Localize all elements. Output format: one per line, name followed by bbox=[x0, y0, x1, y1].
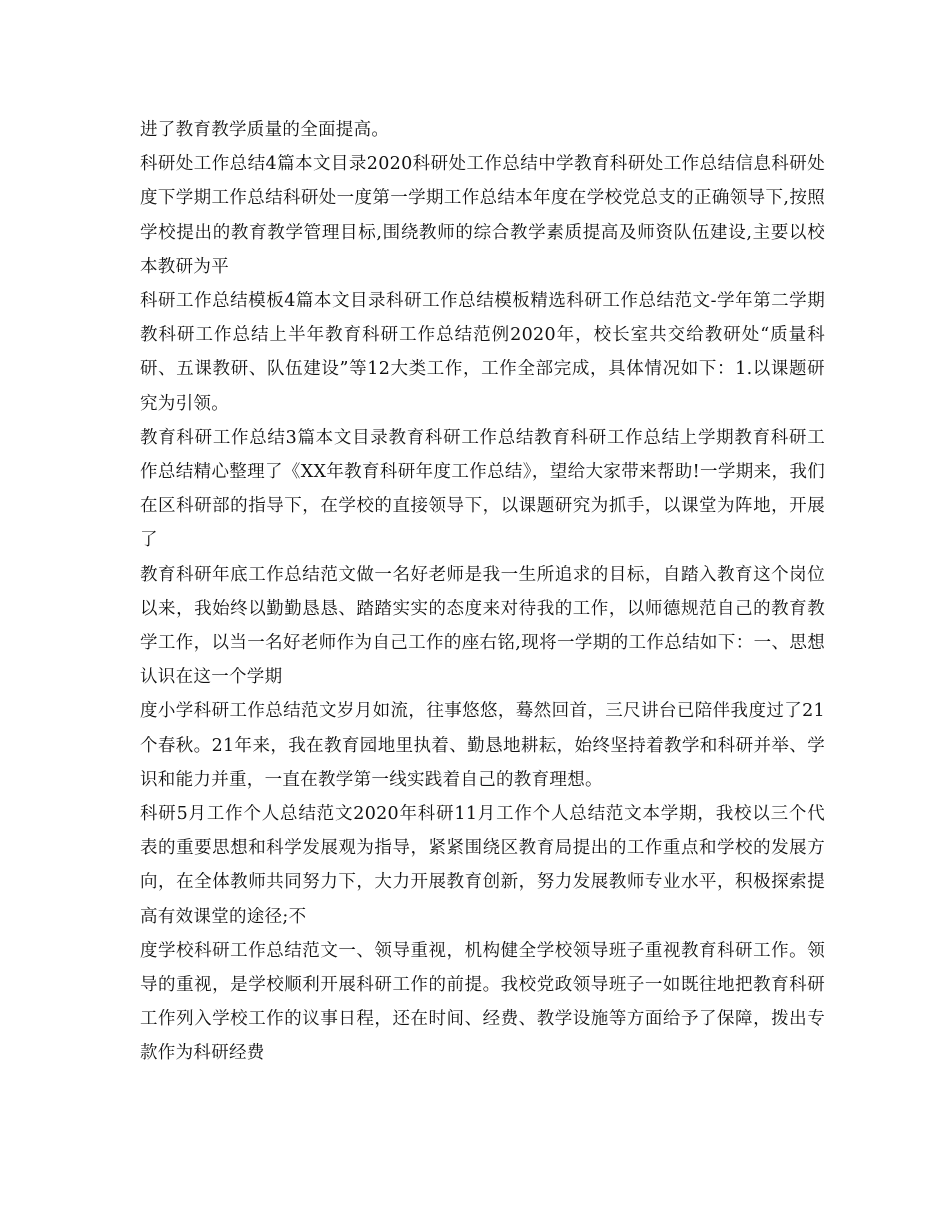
paragraph-4: 教育科研工作总结3篇本文目录教育科研工作总结教育科研工作总结上学期教育科研工作总结精心整理了《XX年教育科研年度工作总结》，望给大家带来帮助!一学期来，我们在区科研部的指导下，在学校的直接领导下，以课题研究为抓手，以课堂为阵地，开展了 bbox=[140, 427, 825, 551]
paragraph-5: 教育科研年底工作总结范文做一名好老师是我一生所追求的目标，自踏入教育这个岗位以来，我始终以勤勤恳恳、踏踏实实的态度来对待我的工作，以师德规范自己的教育教学工作，以当一名好老师作为自己工作的座右铭,现将一学期的工作总结如下：一、思想认识在这一个学期 bbox=[140, 564, 825, 688]
paragraph-6: 度小学科研工作总结范文岁月如流，往事悠悠，蓦然回首，三尺讲台已陪伴我度过了21个春秋。21年来，我在教育园地里执着、勤恳地耕耘，始终坚持着教学和科研并举、学识和能力并重，一直在教学第一线实践着自己的教育理想。 bbox=[140, 701, 825, 790]
paragraph-3: 科研工作总结模板4篇本文目录科研工作总结模板精选科研工作总结范文-学年第二学期教科研工作总结上半年教育科研工作总结范例2020年，校长室共交给教研处“质量科研、五课教研、队伍建设”等12大类工作，工作全部完成，具体情况如下：1.以课题研究为引领。 bbox=[140, 291, 825, 414]
paragraph-8: 度学校科研工作总结范文一、领导重视，机构健全学校领导班子重视教育科研工作。领导的重视，是学校顺利开展科研工作的前提。我校党政领导班子一如既往地把教育科研工作列入学校工作的议事日程，还在时间、经费、教学设施等方面给予了保障，拨出专款作为科研经费 bbox=[140, 940, 825, 1064]
paragraph-7: 科研5月工作个人总结范文2020年科研11月工作个人总结范文本学期，我校以三个代表的重要思想和科学发展观为指导，紧紧围绕区教育局提出的工作重点和学校的发展方向，在全体教师共同努力下，大力开展教育创新，努力发展教师专业水平，积极探索提高有效课堂的途径;不 bbox=[140, 804, 825, 927]
paragraph-1: 进了教育教学质量的全面提高。 bbox=[140, 120, 390, 140]
paragraph-2: 科研处工作总结4篇本文目录2020科研处工作总结中学教育科研处工作总结信息科研处度下学期工作总结科研处一度第一学期工作总结本年度在学校党总支的正确领导下,按照学校提出的教育教学管理目标,围绕教师的综合教学素质提高及师资队伍建设,主要以校本教研为平 bbox=[140, 154, 825, 277]
document-body bbox=[140, 113, 825, 1071]
